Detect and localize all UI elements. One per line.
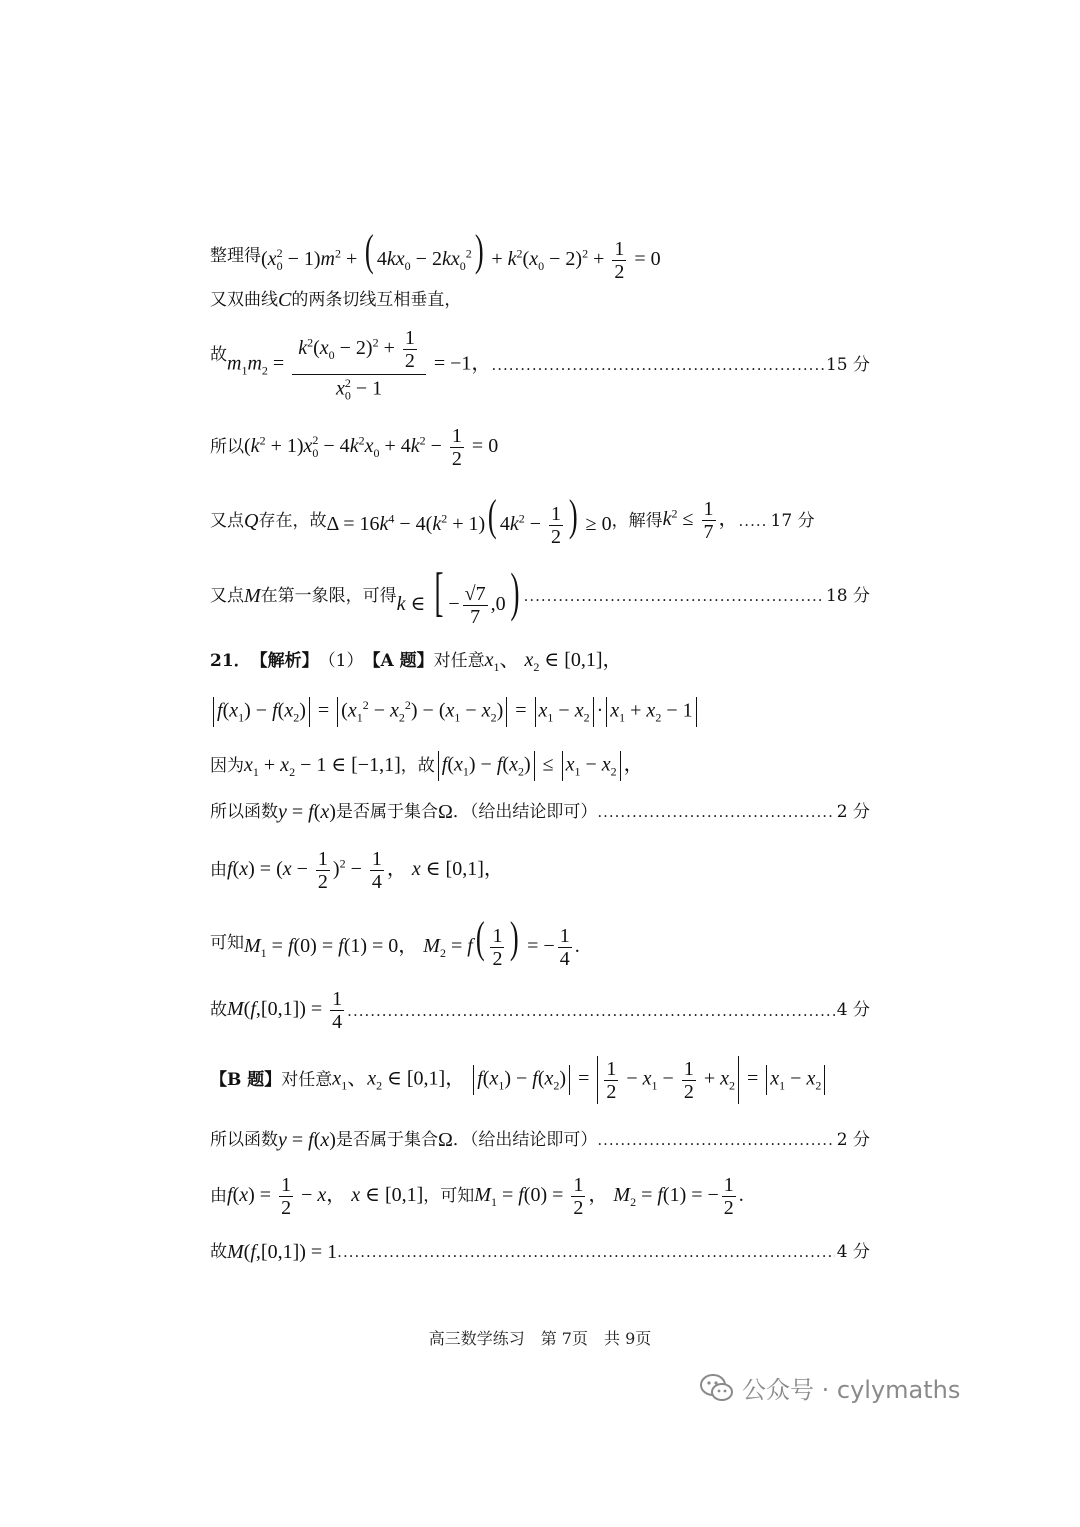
line-label: 故 xyxy=(210,1000,227,1021)
q21-result-a: 故 M(f,[0,1]) = $\frac{1}{4}$ ..... 4 分 xyxy=(210,988,870,1033)
page-footer: 高三数学练习 第 7页 共 9页 xyxy=(428,1329,652,1348)
var-q: Q xyxy=(244,509,259,532)
question-number: 21． xyxy=(210,651,251,671)
equation: $(k^2 + 1)x_0^2 - 4k^2x_0 + 4k^2$ − $\frac{1}{2}$ = 0 xyxy=(244,425,499,470)
score-label: 17 分 xyxy=(770,510,815,531)
q21-b-intro: 【B 题】 对任意 $x_1$、$x_2$ ∈ [0,1]， $f(x_1) - f(x_2)$ = $\frac{1}{2}$ − $x_1$ − $\frac{1}{2}$ + $x_2 = x_1 - x_2$ xyxy=(210,1056,870,1104)
line-label: 又点 xyxy=(210,586,244,607)
equation: $(x_0^2 - 1)m^2$ + ( $4kx_0 - 2kx_0^2) + k^2(x_0 - 2)^2$ + $\frac{1}{2}$ = 0 xyxy=(261,226,661,283)
watermark xyxy=(700,1370,960,1405)
equation: $m_1m_2$ = $k^2(x_0 - 2)^2$ + $\frac{1}{2}$ $x_0^2 - 1$ = −1， xyxy=(227,327,492,403)
q21-function-a: 由 f(x) = (x − $\frac{1}{2}$ )$^2$ − $\frac{1}{4}$ ， x ∈ [0,1]， xyxy=(210,848,504,893)
line-note: ．（给出结论即可） xyxy=(452,801,598,822)
line-text: ，故 xyxy=(400,755,435,776)
q21-conclusion-b: 所以函数 y = f(x) 是否属于集合 Ω ．（给出结论即可） ..... 2 分 xyxy=(210,1128,870,1152)
line-text: 是否属于集合 xyxy=(335,801,438,822)
leader-dots xyxy=(524,587,824,605)
part-label: （1） xyxy=(318,651,364,671)
line-label: 整理得 xyxy=(210,245,261,266)
q21-line-because: 因为 $x_1 + x_2 - 1$ ∈ [−1,1] ，故 $f(x_1) - f(x_2) \le x_1 - x_2$ ， xyxy=(210,751,860,781)
omega-symbol: Ω xyxy=(437,1129,453,1151)
sub-b-label: 【B 题】 xyxy=(210,1069,282,1090)
line-label: 又点 xyxy=(210,510,244,531)
line-label: 所以函数 xyxy=(210,801,278,822)
q21-function-b: 由 f(x) = $\frac{1}{2}$ − x， x ∈ [0,1] ，可知 $M_1 = f(0)$ = $\frac{1}{2}$ ， $M_2 = f(1)$ = − $\frac{1}{2}$ . xyxy=(210,1174,744,1219)
equation-line-5: 又点 Q 存在，故 $\Delta = 16k^4 - 4(k^2 + 1)$( $4k^2$ − $\frac{1}{2}$ ) ≥ 0 ，解得 $k^2$ ≤ $\frac{1}{7}$ ， ..... 17 分 xyxy=(210,494,870,548)
score-label: 4 分 xyxy=(836,1241,870,1262)
line-note: ．（给出结论即可） xyxy=(452,1129,598,1150)
line-text: 在第一象限，可得 xyxy=(260,586,397,607)
var-m: M xyxy=(244,585,261,608)
line-text: 是否属于集合 xyxy=(335,1129,438,1150)
equation: $\Delta = 16k^4 - 4(k^2 + 1)$( $4k^2$ − $\frac{1}{2}$ ) ≥ 0 xyxy=(326,491,612,548)
score-label: 15 分 xyxy=(825,354,870,375)
leader-dots xyxy=(597,1131,834,1149)
line-label: 因为 xyxy=(210,755,244,776)
leader-dots xyxy=(739,512,769,530)
equation: k ∈ [ − $\frac{√7}{7}$ ,0) xyxy=(396,562,520,628)
line-label: 由 xyxy=(210,1186,227,1207)
leader-dots xyxy=(347,1002,835,1020)
line-text: 又双曲线 xyxy=(210,289,278,310)
leader-dots xyxy=(491,356,824,374)
q21-result-b: 故 M(f,[0,1]) = 1 ..... 4 分 xyxy=(210,1240,870,1264)
equation-line-6 xyxy=(210,562,870,628)
line-text: 对任意 xyxy=(433,651,485,671)
leader-dots xyxy=(597,803,834,821)
equation: $f(x_1) - f(x_2) = (x_1^2 - x_2^2) - (x_1 - x_2) = x_1 - x_2 \cdot x_1 + x_2 - 1$ xyxy=(210,697,700,727)
line-text: ，解得 xyxy=(611,510,663,531)
wechat-icon xyxy=(700,1373,734,1403)
line-text: ，可知 xyxy=(423,1186,475,1207)
score-label: 4 分 xyxy=(836,1000,870,1021)
var-c: C xyxy=(278,289,292,311)
line-label: 所以函数 xyxy=(210,1129,278,1150)
leader-dots xyxy=(337,1243,835,1261)
line-text: 对任意 xyxy=(281,1069,333,1090)
text-line-2 xyxy=(210,288,860,312)
score-label: 2 分 xyxy=(836,801,870,822)
analysis-tag: 【解析】 xyxy=(250,651,319,671)
line-label: 所以 xyxy=(210,437,244,458)
line-label: 故 xyxy=(210,344,227,365)
line-text: 存在，故 xyxy=(258,510,327,531)
watermark-text: 公众号 · cylymaths xyxy=(742,1376,961,1404)
line-text-rest: 的两条切线互相垂直， xyxy=(291,289,462,310)
score-label: 18 分 xyxy=(825,586,870,607)
line-label: 故 xyxy=(210,1241,227,1262)
equation-line-3 xyxy=(210,325,870,405)
q21-conclusion-a: 所以函数 y = f(x) 是否属于集合 Ω ．（给出结论即可） ..... 2 分 xyxy=(210,800,870,824)
equation-line-4 xyxy=(210,425,860,470)
q21-equation-1 xyxy=(210,697,860,727)
omega-symbol: Ω xyxy=(437,801,453,823)
sub-a-label: 【A 题】 xyxy=(363,651,434,671)
q21-header: 21． 【解析】 （1） 【A 题】 对任意 $x_1$、 $x_2$ ∈ [0,1]， xyxy=(210,649,623,674)
q21-values-a: 可知 $M_1 = f(0) = f(1) = 0$， $M_2 = f$( $\frac{1}{2}$ ) = − $\frac{1}{4}$ . xyxy=(210,913,580,970)
line-label: 由 xyxy=(210,860,227,881)
line-label: 可知 xyxy=(210,932,244,953)
score-label: 2 分 xyxy=(836,1129,870,1150)
equation-line-1 xyxy=(210,226,860,283)
